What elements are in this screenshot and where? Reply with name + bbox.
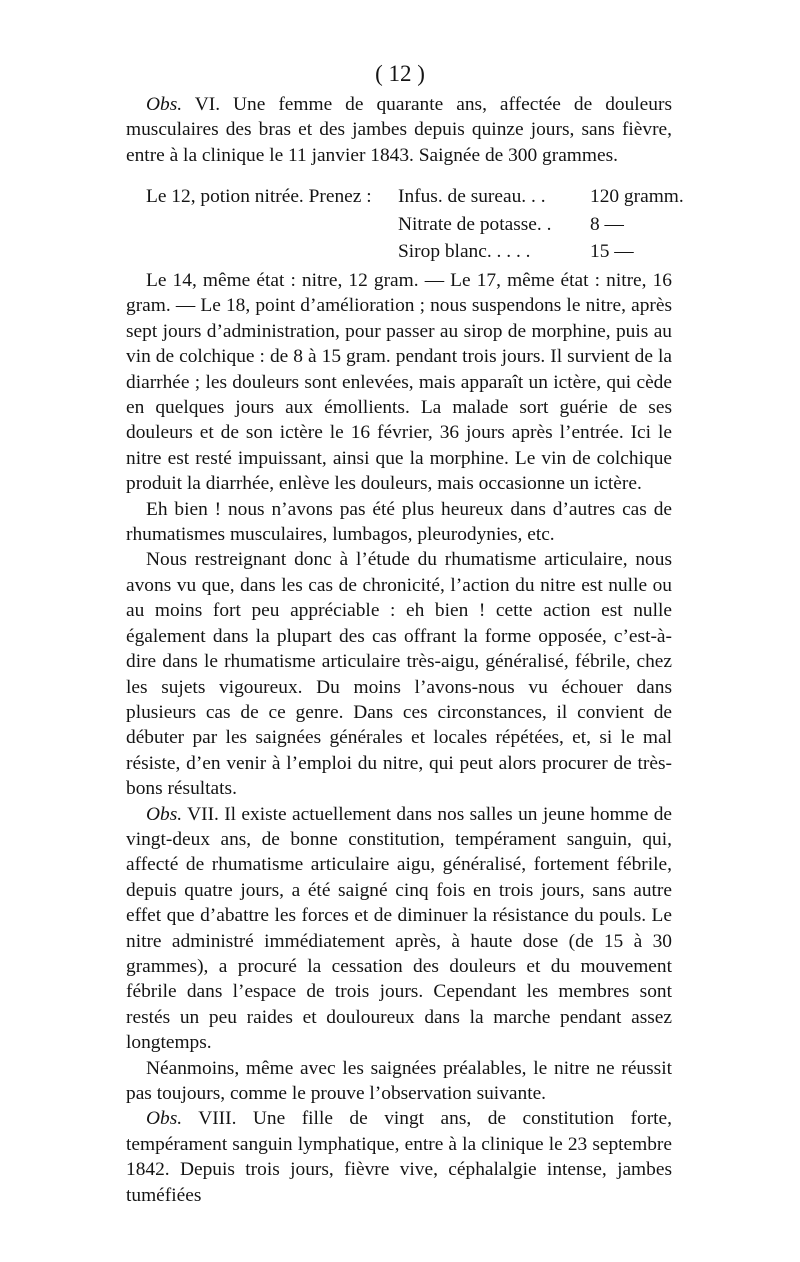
prescription-item-qty: 8 — [590, 213, 624, 235]
paragraph-obs-6 [126, 92, 672, 168]
obs-label: Obs. [146, 1108, 183, 1130]
prescription-item-name: Infus. de sureau. . . [398, 186, 546, 207]
page-number: ( 12 ) [375, 61, 425, 86]
body-text [126, 268, 672, 1208]
paragraph-obs-7 [126, 802, 672, 1056]
paragraph-eh-bien: Eh bien ! nous n’avons pas été plus heureux dans d’autres cas de rhumatismes musculaires, lumbagos, pleurodynies, etc. [126, 498, 672, 546]
paragraph-obs-8 [126, 1106, 672, 1208]
obs-label: Obs. [146, 94, 183, 115]
prescription-item-qty: 120 gramm. [590, 186, 684, 207]
paragraph-nous-restreignant: Nous restreignant donc à l’étude du rhumatisme articulaire, nous avons vu que, dans les cas de chronicité, l’action du nitre est nulle ou au moins fort peu appréciable : eh bien ! cette action est nulle également dans la plupart des cas offrant la forme opposée, c’est-à-dire dans le rhumatisme articulaire très-aigu, généralisé, fébrile, chez les sujets vigoureux. Du moins l’avons-nous vu échouer dans plusieurs cas de ce genre. Dans ces circonstances, il convient de débuter par les saignées générales et locales répétées, et, si le mal résiste, d’en venir à l’emploi du nitre, qui peut alors procurer de très-bons résultats. [126, 549, 672, 800]
paragraph-neanmoins: Néanmoins, même avec les saignées préalables, le nitre ne réussit pas toujours, comme le prouve l’observation suivante. [126, 1057, 672, 1104]
prescription-item-name: Nitrate de potasse. . [398, 213, 552, 235]
prescription-item-name: Sirop blanc. . . . . [398, 241, 531, 262]
obs-6-text: VI. Une femme de quarante ans, affectée de douleurs musculaires des bras et des jambes depuis quinze jours, sans fièvre, entre à la clinique le 11 janvier 1843. Saignée de 300 grammes. [126, 94, 672, 166]
prescription [126, 184, 684, 267]
prescription-item-qty: 15 — [590, 241, 634, 262]
obs-8-text: VIII. Une fille de vingt ans, de constitution forte, tempérament sanguin lymphatique, entre à la clinique le 23 septembre 1842. Depuis trois jours, fièvre vive, céphalalgie intense, jambes tuméfiées [126, 1108, 672, 1206]
paragraph-le-14: Le 14, même état : nitre, 12 gram. — Le 17, même état : nitre, 16 gram. — Le 18, point d’amélioration ; nous suspendons le nitre, après sept jours d’administration, pour passer au sirop de morphine, puis au vin de colchique : de 8 à 15 gram. pendant trois jours. Il survient de la diarrhée ; les douleurs sont enlevées, mais apparaît un ictère, qui cède en quelques jours aux émollients. La malade sort guérie de ses douleurs et de son ictère le 16 février, 36 jours après l’entrée. Ici le nitre est resté impuissant, ainsi que la morphine. Le vin de colchique produit la diarrhée, enlève les douleurs, mais occasionne un ictère. [126, 270, 672, 495]
obs-7-text: VII. Il existe actuellement dans nos salles un jeune homme de vingt-deux ans, de bonne constitution, tempérament sanguin, qui, affecté de rhumatisme articulaire aigu, généralisé, fortement fébrile, depuis quatre jours, a été saigné cinq fois en trois jours, sans autre effet que d’abattre les forces et de diminuer la résistance du pouls. Le nitre administré immédiatement après, à haute dose (de 15 à 30 grammes), a procuré la cessation des douleurs et du mouvement fébrile dans l’espace de trois jours. Cependant les membres sont restés un peu raides et douloureux dans la marche pendant assez longtemps. [126, 803, 672, 1054]
prescription-lead: Le 12, potion nitrée. Prenez : [146, 186, 372, 207]
obs-label: Obs. [146, 803, 183, 825]
